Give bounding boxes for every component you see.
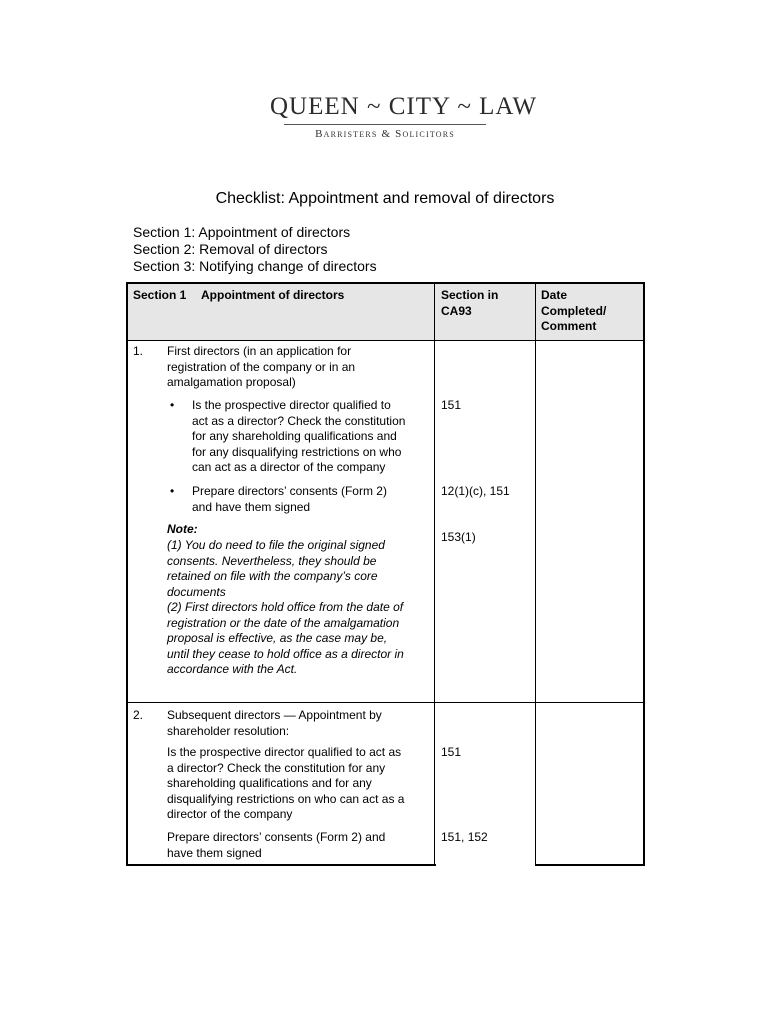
text-line: Prepare directors’ consents (Form 2) and	[167, 830, 386, 844]
bullet-icon: •	[170, 398, 175, 412]
header-line: Section in	[441, 288, 499, 302]
text-line: registration of the company or in an	[167, 359, 356, 374]
header-line: Completed/	[541, 303, 607, 318]
text-line: shareholding qualifications and for any	[167, 776, 372, 790]
header-col-date	[541, 288, 606, 335]
text-line: and have them signed	[192, 499, 311, 514]
section-reference: 153(1)	[441, 530, 476, 544]
text-line: (2) First directors hold office from the date of	[167, 600, 404, 614]
text-line: act as a director? Check the constitution	[192, 413, 406, 428]
header-line: Date	[541, 288, 568, 302]
text-line: registration or the date of the amalgamation	[167, 615, 400, 630]
logo-name: QUEEN ~ CITY ~ LAW	[270, 93, 538, 120]
text-line: can act as a director of the company	[192, 460, 386, 474]
text-line: documents	[167, 584, 226, 599]
text-line: (1) You do need to file the original signed	[167, 538, 385, 552]
section-reference: 151	[441, 398, 462, 412]
text-line: director of the company	[167, 807, 293, 821]
header-line: Comment	[541, 319, 597, 333]
section-list-item: Section 2: Removal of directors	[133, 241, 328, 257]
section-reference: 151	[441, 745, 462, 759]
note-label: Note:	[167, 522, 198, 536]
table-top-border	[126, 282, 645, 284]
text-line: proposal is effective, as the case may be,	[167, 631, 388, 645]
header-col-section-ref	[441, 288, 498, 319]
text-line: until they cease to hold office as a director in	[167, 646, 404, 661]
table-bottom-border	[126, 864, 436, 866]
header-section-title: Appointment of directors	[201, 288, 345, 302]
table-left-border	[126, 282, 128, 866]
header-line: CA93	[441, 303, 472, 318]
section-reference: 151, 152	[441, 830, 488, 844]
checklist-item	[192, 398, 405, 476]
text-line: consents. Nevertheless, they should be	[167, 553, 377, 568]
checklist-item	[167, 745, 404, 823]
row-heading	[167, 708, 382, 739]
row-number: 1.	[133, 344, 144, 358]
header-section-number: Section 1	[133, 288, 187, 302]
logo-divider	[284, 124, 486, 125]
text-line: a director? Check the constitution for any	[167, 760, 386, 775]
text-line: for any disqualifying restrictions on who	[192, 444, 402, 459]
checklist-item	[192, 484, 387, 515]
text-line: First directors (in an application for	[167, 344, 352, 358]
table-column-divider	[434, 282, 435, 866]
table-row-divider	[126, 702, 645, 703]
text-line: Subsequent directors — Appointment by	[167, 708, 382, 722]
section-reference: 12(1)(c), 151	[441, 484, 510, 498]
section-list-item: Section 3: Notifying change of directors	[133, 258, 377, 274]
company-logo	[270, 92, 538, 140]
table-column-divider	[535, 282, 536, 866]
table-right-border	[643, 282, 645, 866]
text-line: Is the prospective director qualified to act as	[167, 745, 402, 759]
text-line: retained on file with the company’s core	[167, 569, 378, 583]
table-header-divider	[126, 340, 645, 341]
text-line: accordance with the Act.	[167, 662, 298, 676]
text-line: amalgamation proposal)	[167, 375, 296, 389]
text-line: Prepare directors’ consents (Form 2)	[192, 484, 387, 498]
text-line: for any shareholding qualifications and	[192, 429, 397, 443]
checklist-item	[167, 830, 385, 861]
checklist-table	[126, 282, 645, 866]
text-line: shareholder resolution:	[167, 723, 290, 738]
bullet-icon: •	[170, 484, 175, 498]
text-line: have them signed	[167, 845, 262, 860]
text-line: Is the prospective director qualified to	[192, 398, 391, 412]
logo-tagline: Barristers & Solicitors	[315, 128, 455, 140]
table-bottom-border	[535, 864, 645, 866]
row-heading	[167, 344, 355, 391]
text-line: disqualifying restrictions on who can act as a	[167, 791, 405, 806]
row-number: 2.	[133, 708, 144, 722]
note-text	[167, 538, 404, 678]
section-list	[133, 224, 377, 275]
section-list-item: Section 1: Appointment of directors	[133, 224, 351, 240]
document-title: Checklist: Appointment and removal of directors	[215, 190, 555, 207]
